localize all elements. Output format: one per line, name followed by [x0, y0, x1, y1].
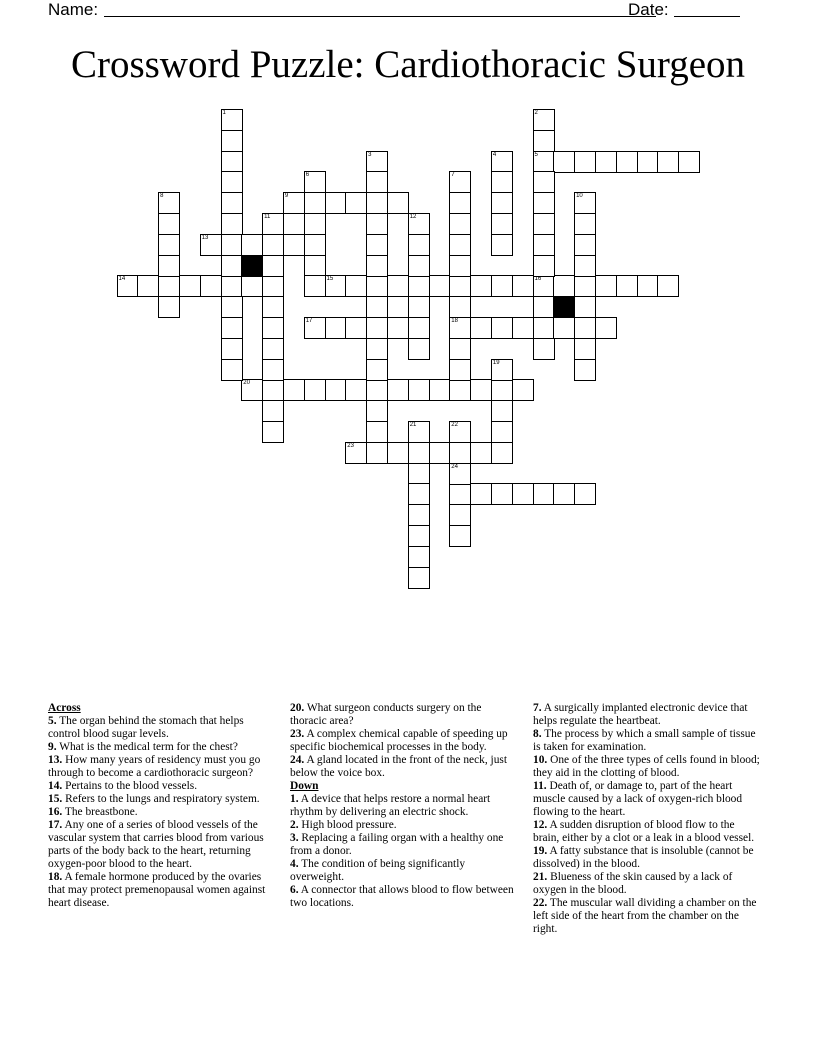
crossword-cell[interactable] [491, 234, 513, 256]
clue-number-label: 4. [290, 858, 299, 870]
crossword-cell[interactable] [200, 234, 222, 256]
crossword-cell[interactable] [137, 275, 159, 297]
crossword-cell[interactable] [574, 296, 596, 318]
clue-number-label: 9. [48, 741, 57, 753]
crossword-cell[interactable] [595, 275, 617, 297]
crossword-cell[interactable] [345, 379, 367, 401]
clue-text: The process by which a small sample of tissue is taken for examination. [533, 728, 756, 753]
crossword-cell[interactable] [408, 275, 430, 297]
across-clue [48, 741, 276, 754]
clue-number: 13 [201, 234, 209, 241]
clue-number: 9 [284, 193, 289, 200]
clue-number-label: 24. [290, 754, 305, 766]
clue-number-label: 14. [48, 780, 63, 792]
clue-number-label: 19. [533, 845, 548, 857]
crossword-cell[interactable] [449, 296, 471, 318]
clue-text: Refers to the lungs and respiratory system. [65, 793, 260, 805]
clue-number: 17 [305, 318, 313, 324]
crossword-cell[interactable] [491, 421, 513, 443]
clue-number: 24 [451, 463, 458, 470]
across-clue [290, 728, 520, 754]
crossword-cell[interactable] [533, 338, 555, 360]
down-clue [533, 728, 763, 754]
down-clue [533, 702, 763, 728]
crossword-cell[interactable] [366, 338, 388, 360]
clue-text: What is the medical term for the chest? [59, 741, 238, 753]
clue-number: 6 [305, 172, 310, 179]
crossword-cell[interactable] [387, 317, 409, 339]
down-clue [533, 819, 763, 845]
clue-number-label: 15. [48, 793, 63, 805]
crossword-cell[interactable] [574, 151, 596, 173]
crossword-cell[interactable] [449, 504, 471, 526]
crossword-cell[interactable] [304, 171, 326, 193]
clue-text: A complex chemical capable of speeding up specific biochemical processes in the body. [290, 728, 508, 753]
down-clue [533, 754, 763, 780]
crossword-cell[interactable] [533, 483, 555, 505]
crossword-cell[interactable] [491, 359, 513, 381]
crossword-cell[interactable] [533, 296, 555, 318]
clue-text: One of the three types of cells found in blood; they aid in the clotting of blood. [533, 754, 760, 779]
crossword-cell[interactable] [574, 255, 596, 277]
crossword-cell[interactable] [221, 151, 243, 173]
clue-text: A female hormone produced by the ovaries that may protect premenopausal women against heart disease. [48, 871, 266, 909]
crossword-cell[interactable] [574, 338, 596, 360]
crossword-cell[interactable] [221, 109, 243, 131]
clue-number: 15 [326, 276, 334, 283]
crossword-cell[interactable] [241, 275, 263, 297]
clue-text: Pertains to the blood vessels. [65, 780, 198, 792]
down-clue [290, 793, 520, 819]
across-clue [290, 702, 520, 728]
down-clue [290, 884, 520, 910]
clue-number: 10 [576, 193, 583, 200]
clue-number-label: 16. [48, 806, 63, 818]
clue-text: The breastbone. [64, 806, 138, 818]
crossword-cell[interactable] [366, 421, 388, 443]
crossword-cell[interactable] [221, 192, 243, 214]
clue-number-label: 20. [290, 702, 305, 714]
clue-number-label: 6. [290, 884, 299, 896]
across-clue [290, 754, 520, 780]
crossword-cell[interactable] [221, 255, 243, 277]
crossword-cell[interactable] [533, 213, 555, 235]
crossword-cell[interactable] [221, 296, 243, 318]
crossword-cell[interactable] [595, 151, 617, 173]
crossword-cell[interactable] [491, 442, 513, 464]
across-clue [48, 806, 276, 819]
crossword-cell[interactable] [366, 379, 388, 401]
clue-text: The condition of being significantly overweight. [290, 858, 466, 883]
crossword-cell[interactable] [449, 483, 471, 505]
crossword-cell[interactable] [158, 275, 180, 297]
crossword-cell[interactable] [574, 317, 596, 339]
crossword-cell[interactable] [491, 400, 513, 422]
clue-number: 11 [264, 214, 271, 220]
crossword-cell[interactable] [304, 213, 326, 235]
crossword-cell[interactable] [221, 213, 243, 235]
crossword-cell[interactable] [408, 234, 430, 256]
crossword-cell[interactable] [553, 483, 575, 505]
clues-column-3 [533, 702, 763, 936]
down-clue [290, 858, 520, 884]
clue-text: A connector that allows blood to flow between two locations. [290, 884, 514, 909]
down-clue [290, 819, 520, 832]
crossword-cell[interactable] [512, 317, 534, 339]
crossword-cell[interactable] [200, 275, 222, 297]
crossword-cell[interactable] [595, 317, 617, 339]
clue-text: A surgically implanted electronic device that helps regulate the heartbeat. [533, 702, 748, 727]
crossword-cell[interactable] [512, 379, 534, 401]
crossword-cell[interactable] [221, 234, 243, 256]
clue-number: 7 [451, 172, 455, 179]
crossword-cell[interactable] [449, 338, 471, 360]
crossword-cell[interactable] [262, 379, 284, 401]
clue-number-label: 8. [533, 728, 542, 740]
clue-number-label: 17. [48, 819, 63, 831]
crossword-cell[interactable] [491, 317, 513, 339]
across-clue [48, 871, 276, 910]
crossword-cell[interactable] [470, 483, 492, 505]
crossword-cell[interactable] [574, 359, 596, 381]
clue-text: A fatty substance that is insoluble (cannot be dissolved) in the blood. [533, 845, 754, 870]
crossword-cell[interactable] [408, 379, 430, 401]
clue-number: 16 [534, 276, 542, 283]
crossword-cell[interactable] [158, 192, 180, 214]
crossword-cell[interactable] [366, 275, 388, 297]
clue-text: High blood pressure. [301, 819, 397, 831]
across-clue-list [48, 715, 276, 910]
crossword-cell[interactable] [637, 151, 659, 173]
crossword-cell[interactable] [158, 213, 180, 235]
crossword-cell[interactable] [262, 400, 284, 422]
clue-number-label: 2. [290, 819, 299, 831]
page-title: Crossword Puzzle: Cardiothoracic Surgeon [70, 43, 746, 86]
clue-text: The muscular wall dividing a chamber on the left side of the heart from the chamber on the right. [533, 897, 757, 935]
crossword-cell[interactable] [366, 171, 388, 193]
crossword-cell[interactable] [304, 275, 326, 297]
crossword-cell[interactable] [262, 421, 284, 443]
clue-number: 5 [534, 151, 538, 158]
crossword-cell[interactable] [304, 192, 326, 214]
crossword-cell[interactable] [366, 255, 388, 277]
crossword-cell[interactable] [366, 234, 388, 256]
clue-number-label: 7. [533, 702, 542, 714]
crossword-cell[interactable] [262, 255, 284, 277]
clue-text: A sudden disruption of blood flow to the brain, either by a clot or a leak in a blood vessel. [533, 819, 755, 844]
crossword-cell[interactable] [449, 359, 471, 381]
crossword-cell[interactable] [616, 151, 638, 173]
crossword-cell[interactable] [449, 379, 471, 401]
crossword-cell[interactable] [366, 213, 388, 235]
crossword-cell[interactable] [366, 317, 388, 339]
crossword-cell[interactable] [408, 255, 430, 277]
crossword-cell[interactable] [408, 442, 430, 464]
crossword-cell[interactable] [533, 151, 555, 173]
across-heading: Across [48, 702, 81, 714]
down-clue [290, 832, 520, 858]
crossword-cell[interactable] [221, 171, 243, 193]
crossword-cell[interactable] [221, 338, 243, 360]
crossword-cell[interactable] [387, 275, 409, 297]
crossword-cell[interactable] [117, 275, 139, 297]
crossword-cell[interactable] [262, 296, 284, 318]
crossword-cell[interactable] [345, 442, 367, 464]
crossword-cell[interactable] [637, 275, 659, 297]
clue-number: 18 [451, 318, 458, 324]
crossword-cell[interactable] [449, 192, 471, 214]
crossword-cell[interactable] [512, 275, 534, 297]
crossword-cell[interactable] [449, 234, 471, 256]
crossword-cell[interactable] [449, 442, 471, 464]
down-clue [533, 845, 763, 871]
clue-text: Death of, or damage to, part of the heart muscle caused by a lack of oxygen-rich blood flowing to the heart. [533, 780, 743, 818]
crossword-cell[interactable] [262, 234, 284, 256]
crossword-cell[interactable] [449, 213, 471, 235]
across-clue [48, 715, 276, 741]
crossword-cell[interactable] [574, 275, 596, 297]
crossword-cell[interactable] [221, 275, 243, 297]
crossword-cell[interactable] [491, 275, 513, 297]
clue-number-label: 11. [533, 780, 547, 792]
crossword-cell[interactable] [533, 317, 555, 339]
crossword-cell[interactable] [449, 463, 471, 485]
clue-number: 19 [492, 359, 500, 366]
crossword-cell[interactable] [408, 213, 430, 235]
clue-text: A gland located in the front of the neck, just below the voice box. [290, 754, 508, 779]
clue-text: What surgeon conducts surgery on the thoracic area? [290, 702, 482, 727]
crossword-cell[interactable] [158, 255, 180, 277]
crossword-cell[interactable] [262, 359, 284, 381]
clue-text: Replacing a failing organ with a healthy one from a donor. [290, 832, 504, 857]
clue-number-label: 12. [533, 819, 548, 831]
crossword-cell[interactable] [221, 317, 243, 339]
crossword-cell[interactable] [574, 192, 596, 214]
crossword-cell[interactable] [366, 192, 388, 214]
crossword-cell[interactable] [387, 379, 409, 401]
crossword-cell[interactable] [179, 275, 201, 297]
crossword-cell[interactable] [304, 379, 326, 401]
crossword-cell[interactable] [262, 338, 284, 360]
crossword-cell[interactable] [345, 192, 367, 214]
crossword-cell[interactable] [366, 400, 388, 422]
crossword-cell[interactable] [449, 275, 471, 297]
crossword-cell[interactable] [387, 192, 409, 214]
crossword-cell[interactable] [491, 192, 513, 214]
clue-number: 21 [409, 422, 417, 428]
clue-number: 2 [534, 110, 538, 116]
clue-text: A device that helps restore a normal heart rhythm by delivering an electric shock. [290, 793, 491, 818]
crossword-cell[interactable] [262, 275, 284, 297]
clue-number: 23 [347, 442, 354, 449]
crossword-cell[interactable] [283, 234, 305, 256]
crossword-cell[interactable] [491, 151, 513, 173]
clues-column-1 [48, 702, 276, 910]
crossword-cell[interactable] [387, 442, 409, 464]
crossword-cell[interactable] [491, 379, 513, 401]
clue-number: 8 [160, 193, 164, 200]
crossword-cell[interactable] [533, 255, 555, 277]
crossword-cell[interactable] [366, 151, 388, 173]
crossword-cell[interactable] [491, 171, 513, 193]
crossword-cell[interactable] [408, 463, 430, 485]
crossword-cell[interactable] [221, 359, 243, 381]
crossword-cell[interactable] [283, 379, 305, 401]
clue-number: 1 [222, 110, 226, 116]
down-clue-list [290, 793, 520, 910]
clue-number: 12 [409, 214, 417, 220]
crossword-cell[interactable] [449, 255, 471, 277]
clue-number-label: 3. [290, 832, 299, 844]
crossword-cell[interactable] [366, 296, 388, 318]
clue-number-label: 21. [533, 871, 548, 883]
clue-number-label: 13. [48, 754, 63, 766]
clue-number-label: 5. [48, 715, 57, 727]
crossword-cell[interactable] [221, 130, 243, 152]
crossword-block-cell [553, 296, 575, 318]
across-clue [48, 754, 276, 780]
crossword-cell[interactable] [325, 317, 347, 339]
crossword-cell[interactable] [325, 379, 347, 401]
across-clue [48, 819, 276, 871]
crossword-block-cell [241, 255, 263, 277]
name-label: Name: [48, 0, 99, 19]
clue-text: Any one of a series of blood vessels of the vascular system that carries blood from various parts of the body back to the heart, returning oxygen-poor blood to the heart. [48, 819, 264, 870]
crossword-cell[interactable] [429, 275, 451, 297]
clue-number-label: 22. [533, 897, 548, 909]
crossword-cell[interactable] [408, 483, 430, 505]
crossword-cell[interactable] [470, 379, 492, 401]
crossword-cell[interactable] [574, 234, 596, 256]
down-clue [533, 897, 763, 936]
across-clue-list [290, 702, 520, 780]
crossword-cell[interactable] [429, 442, 451, 464]
down-clue [533, 780, 763, 819]
crossword-cell[interactable] [345, 317, 367, 339]
crossword-cell[interactable] [657, 275, 679, 297]
crossword-cell[interactable] [283, 192, 305, 214]
crossword-cell[interactable] [304, 317, 326, 339]
crossword-cell[interactable] [325, 192, 347, 214]
crossword-cell[interactable] [553, 317, 575, 339]
crossword-cell[interactable] [512, 483, 534, 505]
crossword-cell[interactable] [533, 192, 555, 214]
clue-text: The organ behind the stomach that helps control blood sugar levels. [48, 715, 244, 740]
crossword-cell[interactable] [408, 567, 430, 589]
clue-text: Blueness of the skin caused by a lack of oxygen in the blood. [533, 871, 733, 896]
crossword-cell[interactable] [408, 421, 430, 443]
crossword-cell[interactable] [158, 234, 180, 256]
across-clue [48, 793, 276, 806]
crossword-cell[interactable] [408, 338, 430, 360]
down-heading: Down [290, 780, 319, 792]
crossword-cell[interactable] [449, 171, 471, 193]
crossword-cell[interactable] [449, 525, 471, 547]
date-label: Date: [628, 0, 669, 19]
crossword-cell[interactable] [533, 109, 555, 131]
crossword-cell[interactable] [553, 151, 575, 173]
crossword-cell[interactable] [657, 151, 679, 173]
crossword-cell[interactable] [366, 359, 388, 381]
crossword-cell[interactable] [429, 379, 451, 401]
crossword-cell[interactable] [304, 255, 326, 277]
crossword-cell[interactable] [366, 442, 388, 464]
crossword-cell[interactable] [491, 213, 513, 235]
clue-number-label: 18. [48, 871, 63, 883]
crossword-cell[interactable] [470, 442, 492, 464]
crossword-cell[interactable] [553, 275, 575, 297]
clue-number-label: 1. [290, 793, 299, 805]
crossword-cell[interactable] [408, 525, 430, 547]
crossword-cell[interactable] [678, 151, 700, 173]
clue-number: 20 [243, 380, 250, 387]
crossword-cell[interactable] [408, 546, 430, 568]
crossword-cell[interactable] [533, 275, 555, 297]
clue-number-label: 10. [533, 754, 548, 766]
clue-number-label: 23. [290, 728, 305, 740]
crossword-cell[interactable] [262, 213, 284, 235]
down-clue [533, 871, 763, 897]
clue-text: How many years of residency must you go through to become a cardiothoracic surgeon? [48, 754, 261, 779]
crossword-cell[interactable] [449, 317, 471, 339]
crossword-cell[interactable] [574, 213, 596, 235]
clues-column-2 [290, 702, 520, 910]
crossword-cell[interactable] [304, 234, 326, 256]
crossword-cell[interactable] [158, 296, 180, 318]
crossword-cell[interactable] [241, 234, 263, 256]
across-clue [48, 780, 276, 793]
crossword-cell[interactable] [574, 483, 596, 505]
crossword-cell[interactable] [262, 317, 284, 339]
crossword-cell[interactable] [470, 275, 492, 297]
crossword-cell[interactable] [616, 275, 638, 297]
crossword-cell[interactable] [325, 275, 347, 297]
crossword-cell[interactable] [241, 379, 263, 401]
clue-number: 4 [492, 151, 497, 158]
crossword-cell[interactable] [533, 234, 555, 256]
clue-number: 22 [451, 422, 458, 428]
crossword-cell[interactable] [533, 171, 555, 193]
crossword-cell[interactable] [408, 296, 430, 318]
down-clue-list [533, 702, 763, 936]
crossword-cell[interactable] [408, 317, 430, 339]
clue-number: 14 [118, 276, 126, 283]
crossword-cell[interactable] [533, 130, 555, 152]
crossword-cell[interactable] [491, 483, 513, 505]
crossword-cell[interactable] [470, 317, 492, 339]
crossword-cell[interactable] [449, 421, 471, 443]
crossword-cell[interactable] [345, 275, 367, 297]
clue-number: 3 [368, 151, 372, 158]
crossword-cell[interactable] [408, 504, 430, 526]
